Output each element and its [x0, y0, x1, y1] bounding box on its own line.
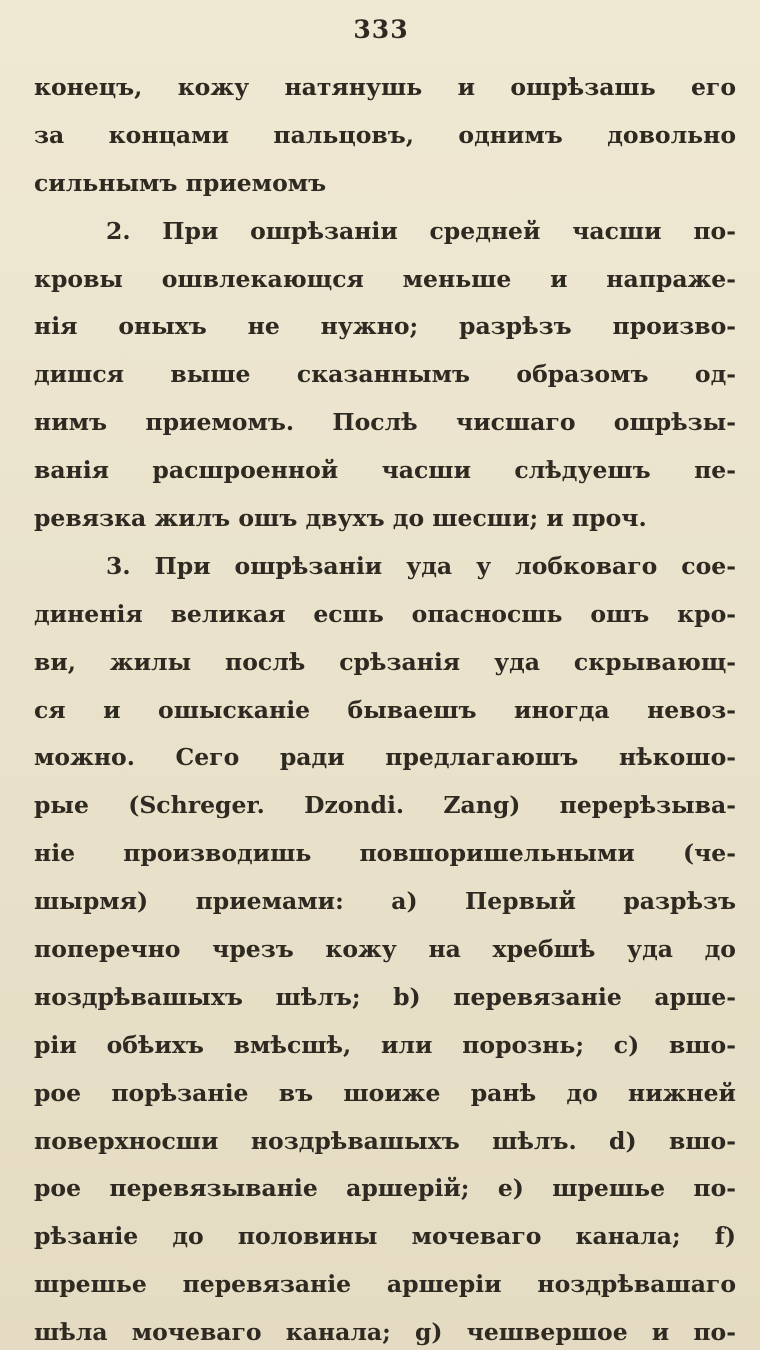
- text-line: нимъ приемомъ. Послѣ чисшаго ошрѣзы-: [34, 408, 736, 437]
- text-line: ніе производишь повшоришельными (че-: [34, 839, 736, 868]
- text-line: ся и ошысканіе бываешъ иногда невоз-: [34, 695, 736, 724]
- page-text: [34, 64, 736, 1350]
- text-line: рые (Schreger. Dzondi. Zang) перерѣзыва-: [34, 791, 736, 820]
- text-line: диненія великая есшь опасносшь ошъ кро-: [34, 599, 736, 628]
- text-line: за концами пальцовъ, однимъ довольно: [34, 120, 736, 149]
- text-line: можно. Сего ради предлагаюшъ нѣкошо-: [34, 743, 736, 772]
- text-line: конецъ, кожу натянушь и ошрѣзашь его: [34, 73, 736, 101]
- text-line: рое перевязываніе аршерій; e) шрешье по-: [34, 1174, 736, 1203]
- page-number: 333: [353, 15, 409, 44]
- text-line: 2. При ошрѣзаніи средней часши по-: [106, 216, 736, 245]
- text-line: рѣзаніе до половины мочеваго канала; f): [34, 1222, 736, 1251]
- text-line: кровы ошвлекающся меньше и напраже-: [34, 264, 736, 293]
- text-line: ноздрѣвашыхъ шѣлъ; b) перевязаніе арше-: [34, 982, 736, 1011]
- text-line: поверхносши ноздрѣвашыхъ шѣлъ. d) вшо-: [34, 1126, 736, 1155]
- text-line: дишся выше сказаннымъ образомъ од-: [34, 360, 736, 389]
- text-line: ви, жилы послѣ срѣзанія уда скрывающ-: [34, 647, 736, 676]
- text-line: шырмя) приемами: a) Первый разрѣзъ: [34, 887, 736, 916]
- text-line: ванія расшроенной часши слѣдуешъ пе-: [34, 456, 736, 485]
- text-line: рое порѣзаніе въ шоиже ранѣ до нижней: [34, 1078, 736, 1107]
- text-line: ревязка жилъ ошъ двухъ до шесши; и проч.: [34, 504, 647, 533]
- text-line: шрешье перевязаніе аршеріи ноздрѣвашаго: [34, 1270, 736, 1299]
- text-line: нія оныхъ не нужно; разрѣзъ произво-: [34, 312, 736, 341]
- text-line: ріи обѣихъ вмѣсшѣ, или порознь; c) вшо-: [34, 1030, 736, 1059]
- text-line: поперечно чрезъ кожу на хребшѣ уда до: [34, 935, 736, 964]
- text-line: шѣла мочеваго канала; g) чешвершое и по-: [34, 1318, 736, 1347]
- text-line: сильнымъ приемомъ: [34, 168, 327, 197]
- text-line: 3. При ошрѣзаніи уда у лобковаго сое-: [106, 551, 736, 580]
